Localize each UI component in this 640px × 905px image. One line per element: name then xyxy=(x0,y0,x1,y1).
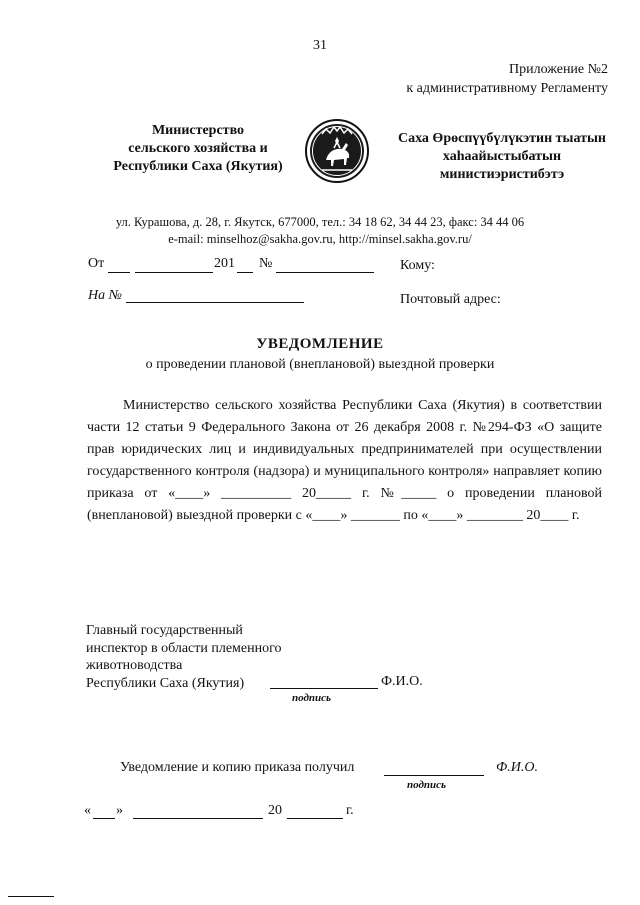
year-blank xyxy=(237,272,253,273)
doc-number-blank xyxy=(276,272,374,273)
inspector-line: инспектор в области племенного xyxy=(86,640,282,656)
date-year-blank xyxy=(287,818,343,819)
inspector-line: Главный государственный xyxy=(86,623,243,638)
receipt-signature-blank xyxy=(384,775,484,776)
from-label: От xyxy=(88,256,105,271)
reference-label: На № xyxy=(88,288,122,303)
date-quote-close: » xyxy=(116,803,123,818)
appendix-line-2: к административному Регламенту xyxy=(406,81,608,96)
inspector-line: Республики Саха (Якутия) xyxy=(86,675,245,691)
ministry-name-ru xyxy=(92,122,304,176)
year-prefix: 201 xyxy=(214,256,235,271)
notice-title: УВЕДОМЛЕНИЕ xyxy=(256,336,384,352)
date-year-prefix: 20 xyxy=(268,803,282,818)
receipt-text: Уведомление и копию приказа получил xyxy=(120,760,355,775)
footnote-divider xyxy=(8,896,54,897)
date-quote-open: « xyxy=(84,803,91,818)
inspector-title xyxy=(86,622,282,692)
notice-subtitle: о проведении плановой (внеплановой) выездной проверки xyxy=(145,357,495,372)
to-label: Кому: xyxy=(400,258,435,273)
notice-body: Министерство сельского хозяйства Республики Саха (Якутия) в соответствии части 12 статьи 9 Федерального Закона от 26 декабря 2008 г. №294-ФЗ «О защите прав юридических лиц и индивидуальных предпринимателей при осуществлении государственного контроля (надзора) и муниципального контроля» направляет копию приказа от «____» __________ 20_____ г. №_____ о проведении плановой (внеплановой) выездной проверки с «____» _______ по «____» ________ 20____ г. xyxy=(87,398,602,523)
receipt-signature-caption: подпись xyxy=(407,779,447,791)
ministry-sah-line: министиэристибэтэ xyxy=(439,167,565,182)
date-year-suffix: г. xyxy=(346,803,354,818)
inspector-fio: Ф.И.О. xyxy=(381,674,423,689)
ministry-ru-line: Республики Саха (Якутия) xyxy=(113,159,283,174)
from-day-blank xyxy=(108,272,130,273)
ministry-sah-line: хаhаайыстыбатын xyxy=(442,149,562,164)
ministry-name-sakha xyxy=(384,130,620,184)
inspector-signature-blank xyxy=(270,688,378,689)
ministry-ru-line: Министерство xyxy=(151,123,245,138)
ministry-ru-line: сельского хозяйства и xyxy=(128,141,268,156)
appendix-line-1: Приложение №2 xyxy=(509,62,608,77)
date-day-blank xyxy=(93,818,115,819)
contacts-line: e-mail: minselhoz@sakha.gov.ru, http://minsel.sakha.gov.ru/ xyxy=(168,232,472,246)
yakutia-emblem-icon xyxy=(304,118,370,184)
page-number: 31 xyxy=(313,38,327,53)
ministry-address xyxy=(0,214,640,248)
reference-number-blank xyxy=(126,302,304,303)
number-sign: № xyxy=(259,256,273,271)
ministry-sah-line: Саха Өрөспүүбүлүкэтин тыатын xyxy=(398,131,606,146)
date-month-blank xyxy=(133,818,263,819)
from-month-blank xyxy=(135,272,213,273)
address-line: ул. Курашова, д. 28, г. Якутск, 677000, тел.: 34 18 62, 34 44 23, факс: 34 44 06 xyxy=(115,215,525,229)
inspector-signature-caption: подпись xyxy=(292,692,332,704)
receipt-fio: Ф.И.О. xyxy=(496,760,538,775)
appendix-note xyxy=(406,60,608,98)
postal-address-label: Почтовый адрес: xyxy=(400,292,501,307)
inspector-line: животноводства xyxy=(86,658,183,673)
